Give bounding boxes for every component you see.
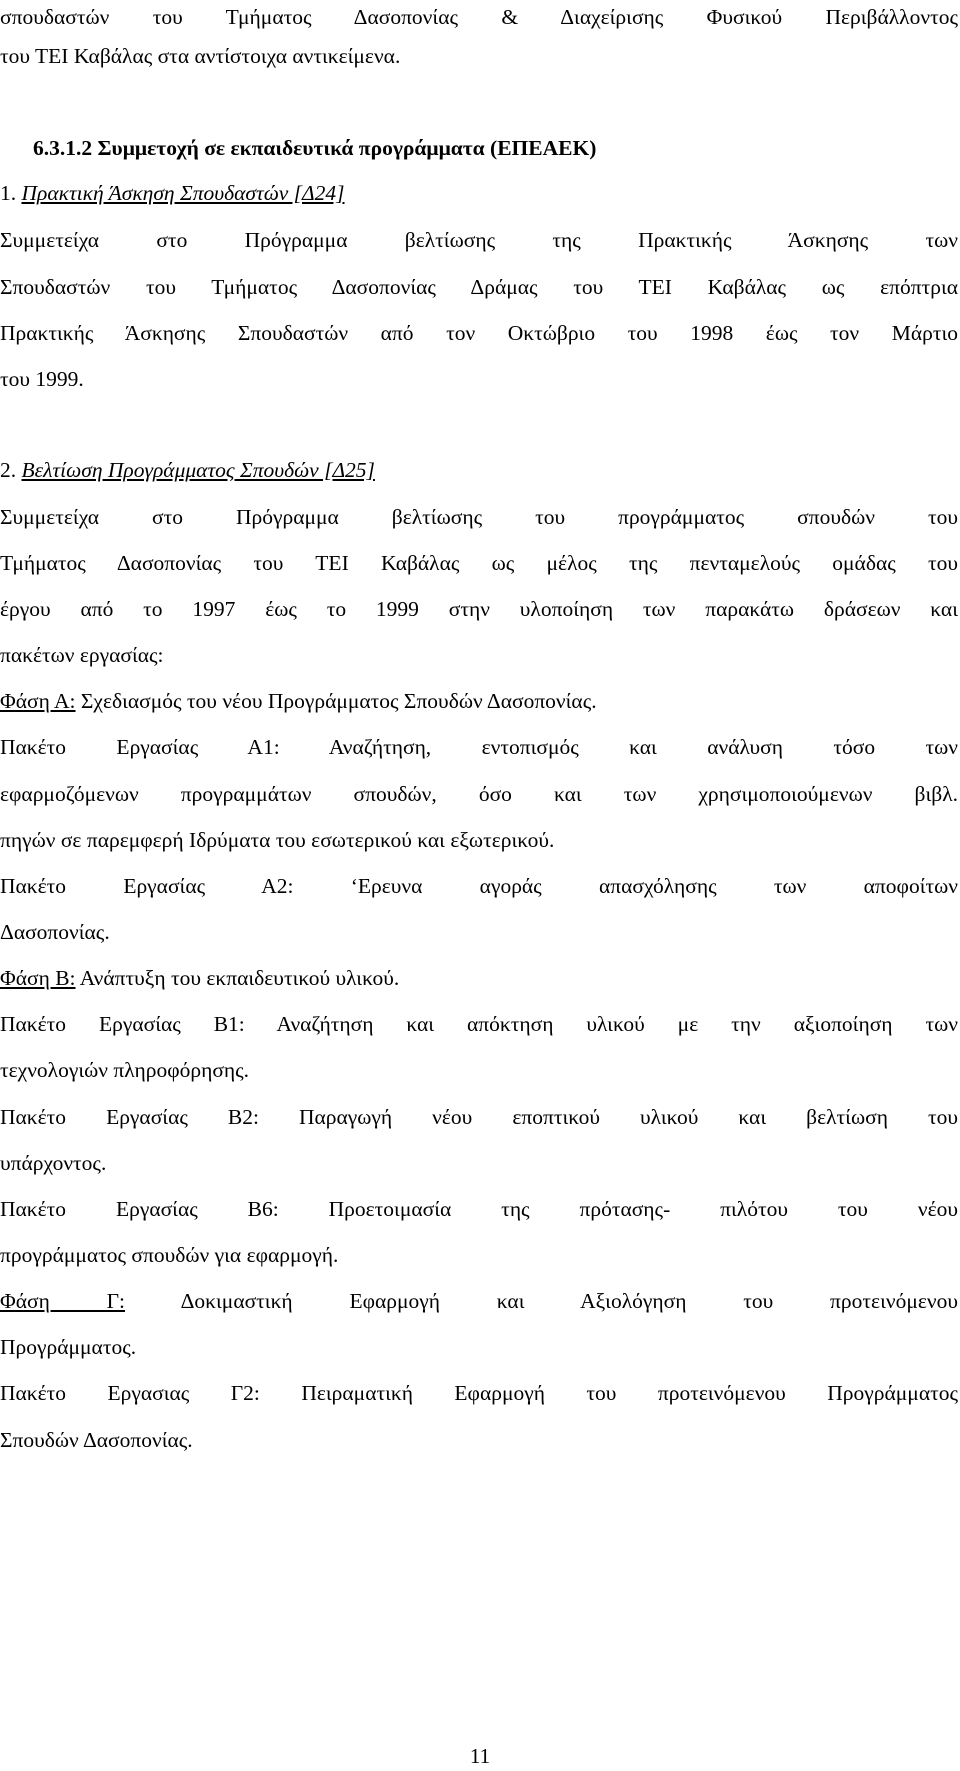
body-text-line: προγράμματος σπουδών για εφαρμογή.: [0, 1243, 339, 1267]
body-text-line: Πακέτο Εργασίας Β2: Παραγωγή νέου εποπτικού υλικού και βελτίωση του: [0, 1105, 958, 1129]
body-text-line: Δασοπονίας.: [0, 920, 110, 944]
phase-label: Φάση Α:: [0, 689, 76, 713]
list-item-title: Βελτίωση Προγράμματος Σπουδών [Δ25]: [21, 458, 375, 482]
phase-text: Σχεδιασμός του νέου Προγράμματος Σπουδών Δασοπονίας.: [75, 689, 597, 713]
section-heading: 6.3.1.2 Συμμετοχή σε εκπαιδευτικά προγράμματα (ΕΠΕΑΕΚ): [33, 136, 597, 160]
page-number: 11: [469, 1744, 491, 1768]
phase-text: Ανάπτυξη του εκπαιδευτικού υλικού.: [75, 966, 400, 990]
phase-line: [0, 963, 958, 993]
body-text-line: Πακέτο Εργασίας Β1: Αναζήτηση και απόκτηση υλικού με την αξιοποίηση των: [0, 1012, 958, 1036]
body-text-line: Σπουδών Δασοπονίας.: [0, 1428, 193, 1452]
body-text-line: του ΤΕΙ Καβάλας στα αντίστοιχα αντικείμενα.: [0, 44, 401, 68]
body-text-line: πηγών σε παρεμφερή Ιδρύματα του εσωτερικού και εξωτερικού.: [0, 828, 555, 852]
body-text-line: υπάρχοντος.: [0, 1151, 107, 1175]
body-text-line: Συμμετείχα στο Πρόγραμμα βελτίωσης της Πρακτικής Άσκησης των: [0, 228, 958, 252]
body-text-line: τεχνολογιών πληροφόρησης.: [0, 1058, 250, 1082]
list-number: 1.: [0, 181, 22, 205]
body-text-line: του 1999.: [0, 367, 84, 391]
phase-label: Φάση Β:: [0, 966, 76, 990]
list-number: 2.: [0, 458, 22, 482]
body-text-line: Πακέτο Εργασίας Β6: Προετοιμασία της πρότασης- πιλότου του νέου: [0, 1197, 958, 1221]
body-text-line: Προγράμματος.: [0, 1335, 137, 1359]
body-text-line: σπουδαστών του Τμήματος Δασοπονίας & Διαχείρισης Φυσικού Περιβάλλοντος: [0, 5, 958, 29]
body-text-line: Πακέτο Εργασίας Α2: ‘Ερευνα αγοράς απασχόλησης των αποφοίτων: [0, 874, 958, 898]
body-text-line: έργου από το 1997 έως το 1999 στην υλοποίηση των παρακάτω δράσεων και: [0, 597, 958, 621]
phase-line: [0, 686, 958, 716]
phase-text: Δοκιμαστική Εφαρμογή και Αξιολόγηση του προτεινόμενου: [125, 1289, 958, 1313]
body-text-line: πακέτων εργασίας:: [0, 643, 164, 667]
body-text-line: Σπουδαστών του Τμήματος Δασοπονίας Δράμας του ΤΕΙ Καβάλας ως επόπτρια: [0, 275, 958, 299]
phase-label: Φάση Γ:: [0, 1289, 125, 1313]
body-text-line: Τμήματος Δασοπονίας του ΤΕΙ Καβάλας ως μέλος της πενταμελούς ομάδας του: [0, 551, 958, 575]
body-text-line: Συμμετείχα στο Πρόγραμμα βελτίωσης του προγράμματος σπουδών του: [0, 505, 958, 529]
body-text-line: Πακέτο Εργασίας Α1: Αναζήτηση, εντοπισμός και ανάλυση τόσο των: [0, 735, 958, 759]
list-item-heading: [0, 178, 958, 208]
body-text-line: Πακέτο Εργασιας Γ2: Πειραματική Εφαρμογή του προτεινόμενου Προγράμματος: [0, 1381, 958, 1405]
body-text-line: εφαρμοζόμενων προγραμμάτων σπουδών, όσο και των χρησιμοποιούμενων βιβλ.: [0, 782, 958, 806]
body-text-line: Πρακτικής Άσκησης Σπουδαστών από τον Οκτώβριο του 1998 έως τον Μάρτιο: [0, 321, 958, 345]
list-item-heading: [0, 455, 958, 485]
phase-line: [0, 1286, 958, 1316]
list-item-title: Πρακτική Άσκηση Σπουδαστών [Δ24]: [21, 181, 345, 205]
